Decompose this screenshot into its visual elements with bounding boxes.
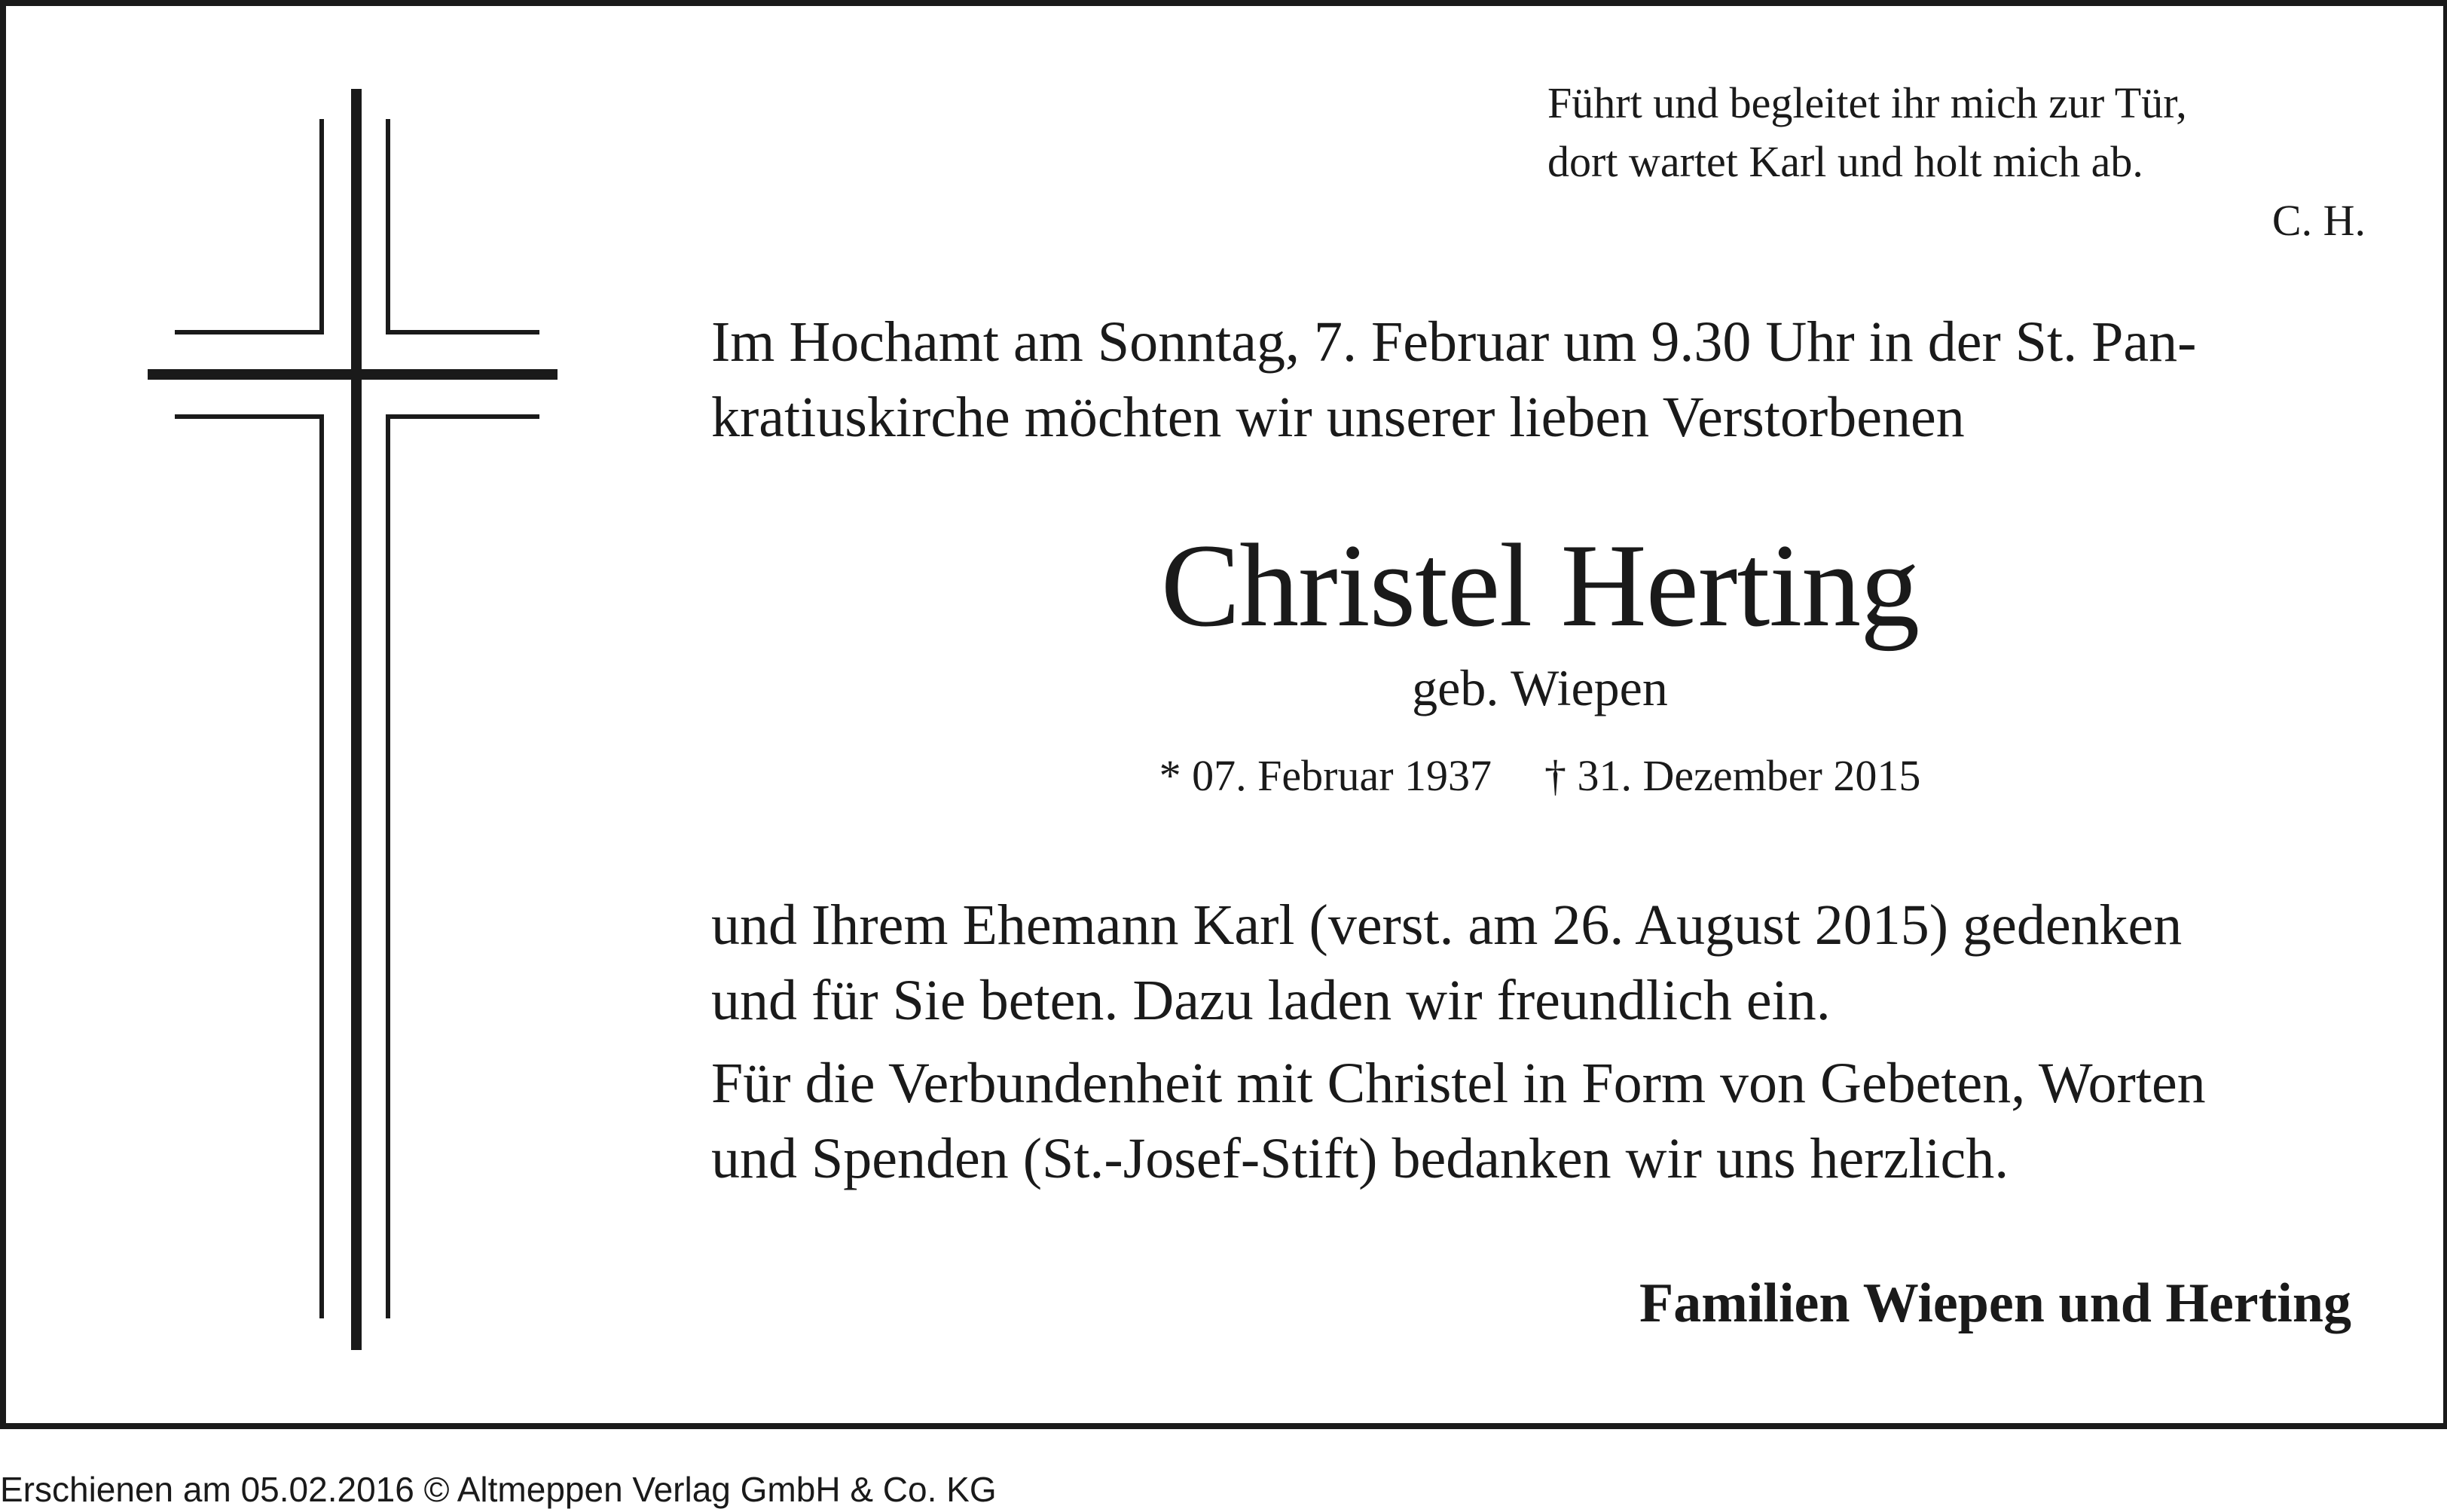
intro-line: Im Hochamt am Sonntag, 7. Februar um 9.30 Uhr in der St. Pan-	[711, 310, 2197, 374]
motto-quote	[1547, 74, 2369, 250]
body-paragraph	[711, 887, 2369, 1038]
intro-line: kratiuskirche möchten wir unserer lieben Verstorbenen	[711, 386, 1965, 449]
birth-date: * 07. Februar 1937	[1159, 751, 1492, 800]
motto-line: dort wartet Karl und holt mich ab.	[1547, 137, 2143, 186]
publication-footer: Erschienen am 05.02.2016 © Altmeppen Verlag GmbH & Co. KG	[0, 1470, 997, 1509]
deceased-block	[711, 518, 2369, 806]
death-date: † 31. Dezember 2015	[1544, 751, 1921, 800]
cross-icon	[142, 86, 564, 1352]
family-signature: Familien Wiepen und Herting	[1639, 1272, 2351, 1334]
body-line: und für Sie beten. Dazu laden wir freundlich ein.	[711, 969, 1831, 1032]
motto-line: Führt und begleitet ihr mich zur Tür,	[1547, 78, 2187, 127]
body-line: und Ihrem Ehemann Karl (verst. am 26. August 2015) gedenken	[711, 893, 2183, 957]
life-dates	[711, 746, 2369, 806]
body-line: Für die Verbundenheit mit Christel in Form von Gebeten, Worten	[711, 1052, 2206, 1115]
intro-text	[711, 304, 2369, 455]
maiden-name: geb. Wiepen	[1412, 659, 1668, 716]
body-paragraph	[711, 1046, 2369, 1196]
deceased-name: Christel Herting	[1160, 520, 1920, 652]
body-line: und Spenden (St.-Josef-Stift) bedanken wir uns herzlich.	[711, 1127, 2009, 1190]
motto-attribution: C. H.	[2271, 196, 2366, 245]
body-text	[711, 887, 2369, 1204]
